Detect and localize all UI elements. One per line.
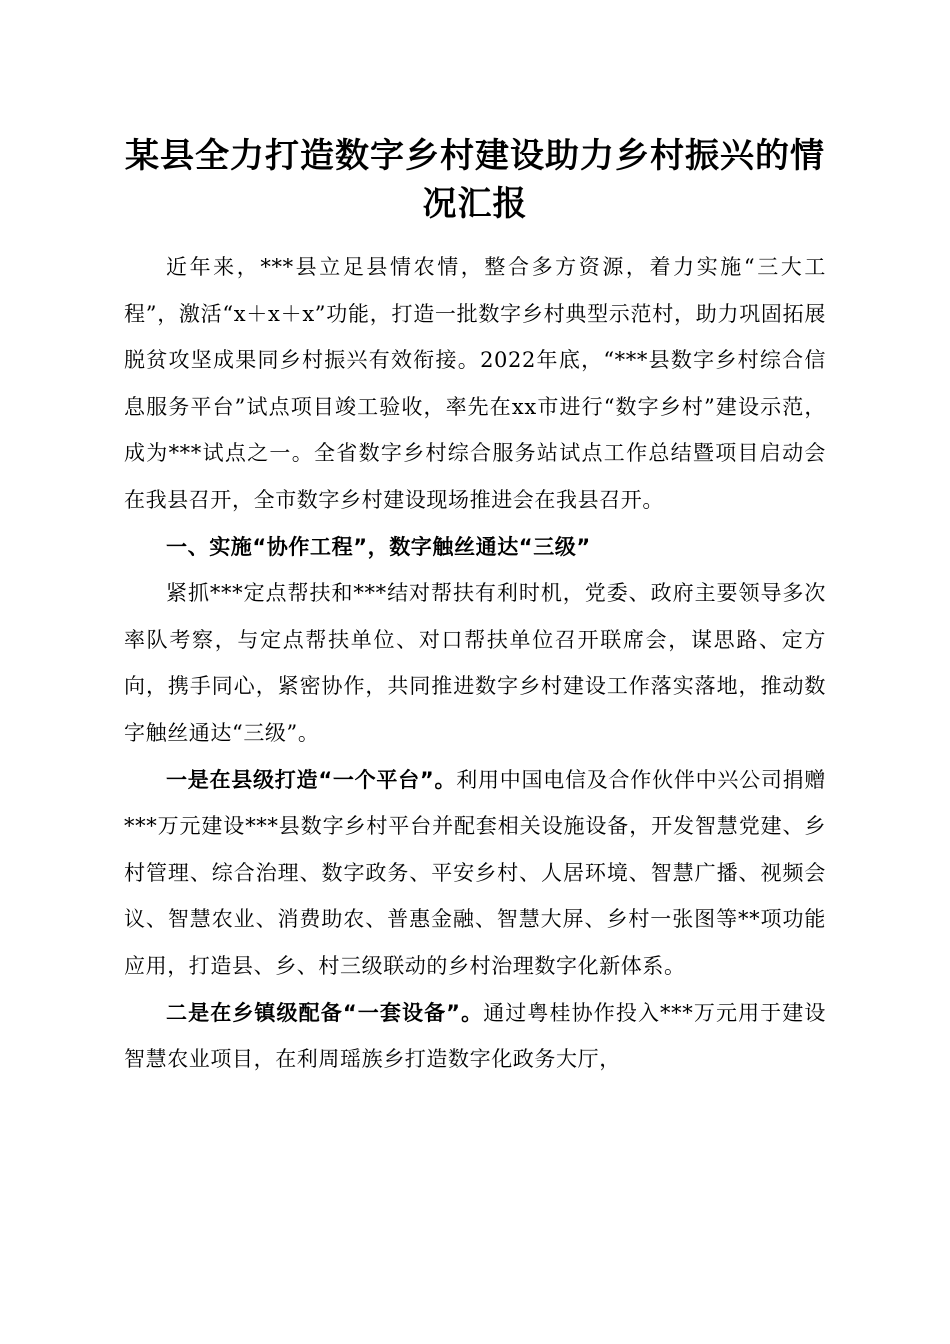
section-1-paragraph: 紧抓***定点帮扶和***结对帮扶有利时机，党委、政府主要领导多次率队考察，与定点帮扶单位、对口帮扶单位召开联席会，谋思路、定方向，携手同心，紧密协作，共同推进数字乡村建设工作落实落地，推动数字触丝通达“三级”。 — [124, 581, 826, 745]
intro-paragraph: 近年来，***县立足县情农情，整合多方资源，着力实施“三大工程”，激活“x＋x＋x”功能，打造一批数字乡村典型示范村，助力巩固拓展脱贫攻坚成果同乡村振兴有效衔接。2022年底，“***县数字乡村综合信息服务平台”试点项目竣工验收，率先在xx市进行“数字乡村”建设示范，成为***试点之一。全省数字乡村综合服务站试点工作总结暨项目启动会在我县召开，全市数字乡村建设现场推进会在我县召开。 — [124, 255, 826, 512]
document-title: 某县全力打造数字乡村建设助力乡村振兴的情况汇报 — [125, 136, 825, 224]
item-1-text: 利用中国电信及合作伙伴中兴公司捐赠***万元建设***县数字乡村平台并配套相关设施设备，开发智慧党建、乡村管理、综合治理、数字政务、平安乡村、人居环境、智慧广播、视频会议、智慧农业、消费助农、普惠金融、智慧大屏、乡村一张图等**项功能应用，打造县、乡、村三级联动的乡村治理数字化新体系。 — [124, 767, 826, 978]
document-body — [124, 244, 826, 1083]
item-1-lead: 一是在县级打造“一个平台”。 — [166, 767, 457, 792]
section-heading-1: 一、实施“协作工程”，数字触丝通达“三级” — [166, 534, 591, 559]
item-2-paragraph — [124, 990, 826, 1083]
item-2-text: 通过粤桂协作投入***万元用于建设智慧农业项目，在利周瑶族乡打造数字化政务大厅， — [124, 1000, 826, 1072]
item-1-paragraph — [124, 757, 826, 990]
item-2-lead: 二是在乡镇级配备“一套设备”。 — [166, 1000, 484, 1025]
